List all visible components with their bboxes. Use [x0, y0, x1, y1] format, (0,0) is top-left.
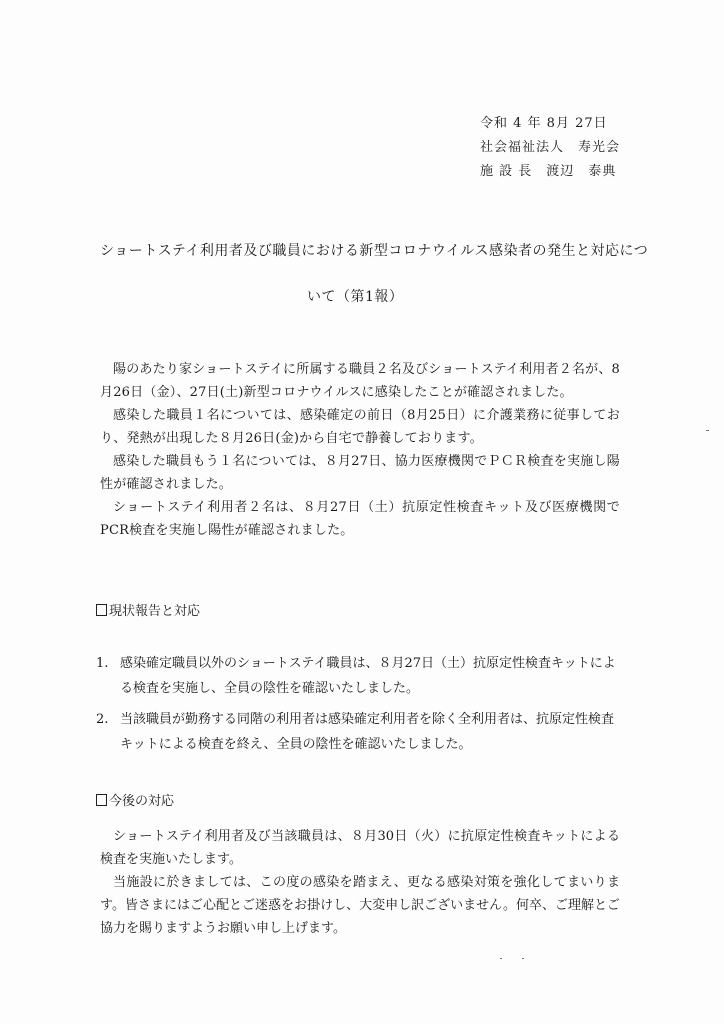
body-paragraph: 感染した職員もう１名については、８月27日、協力医療機関でＰＣＲ検査を実施し陽性が確認されました。: [100, 454, 620, 492]
body-paragraph: ショートステイ利用者及び当該職員は、８月30日（火）に抗原定性検査キットによる検査を実施いたします。: [100, 829, 620, 867]
organization-name: 社会福祉法人 寿光会: [480, 140, 621, 155]
status-section-heading: [96, 600, 200, 619]
title-line-2: いて（第1報）: [307, 289, 404, 305]
document-header: [480, 112, 680, 184]
body-paragraph: 陽のあたり家ショートステイに所属する職員２名及びショートステイ利用者２名が、8月26日（金）、27日(土)新型コロナウイルスに感染したことが確認されました。: [100, 362, 620, 400]
checkbox-square-icon: [96, 604, 107, 616]
list-item: [96, 651, 616, 701]
title-line-1: ショートステイ利用者及び職員における新型コロナウイルス感染者の発生と対応につ: [100, 243, 649, 259]
list-item-number: 2.: [96, 712, 109, 727]
list-item: [96, 707, 616, 757]
list-item-text: 当該職員が勤務する同階の利用者は感染確定利用者を除く全利用者は、抗原定性検査キットによる検査を終え、全員の陰性を確認いたしました。: [120, 712, 615, 752]
future-section-heading: [96, 790, 174, 809]
list-item-text: 感染確定職員以外のショートステイ職員は、８月27日（土）抗原定性検査キットによる検査を実施し、全員の陰性を確認いたしました。: [120, 656, 616, 696]
future-body: [100, 825, 620, 940]
director-name: 施 設 長 渡辺 泰典: [480, 164, 617, 179]
body-paragraph: 当施設に於きましては、この度の感染を踏まえ、更なる感染対策を強化してまいります。皆さまにはご心配とご迷惑をお掛けし、大変申し訳ございません。何卒、ご理解とご協力を賜りますようお願い申し上げます。: [100, 875, 620, 936]
issue-date: 令和 4 年 8月 27日: [480, 116, 608, 131]
body-paragraph: 感染した職員１名については、感染確定の前日（8月25日）に介護業務に従事しており、発熱が出現した８月26日(金)から自宅で静養しております。: [100, 408, 620, 446]
list-item-number: 1.: [96, 656, 109, 671]
scan-speck: [706, 430, 709, 431]
scan-speck: [522, 958, 524, 959]
scan-speck: [500, 958, 502, 959]
body-paragraph: ショートステイ利用者２名は、８月27日（土）抗原定性検査キット及び医療機関でPCR検査を実施し陽性が確認されました。: [100, 500, 620, 538]
future-heading-text: 今後の対応: [109, 794, 175, 809]
status-heading-text: 現状報告と対応: [109, 604, 201, 619]
checkbox-square-icon: [96, 794, 107, 806]
status-list: [96, 651, 616, 763]
announcement-body: [100, 358, 620, 542]
